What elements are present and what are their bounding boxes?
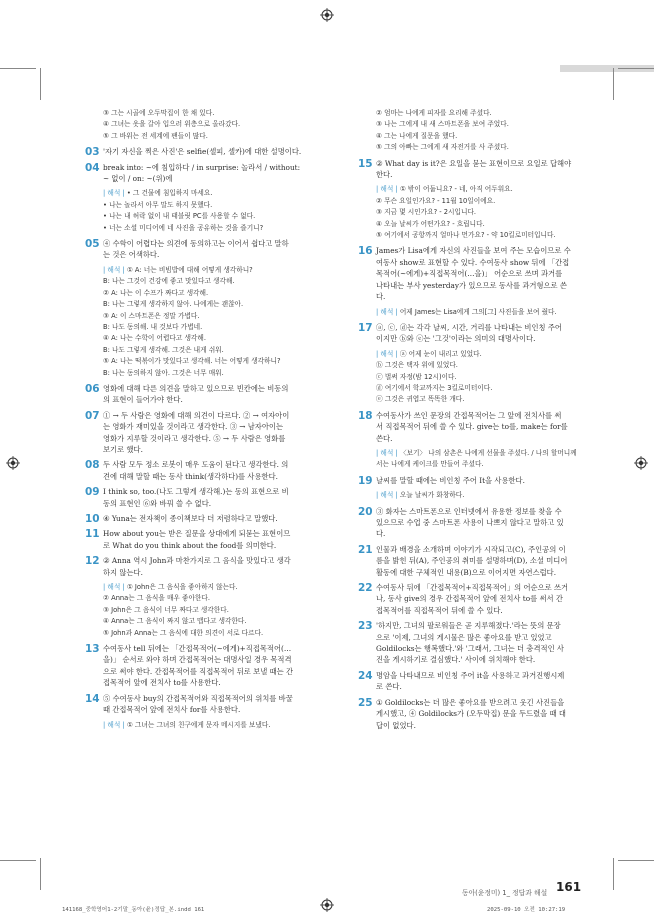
answer-line: 는 것은 어색하다.	[103, 250, 160, 260]
answer-item	[358, 410, 610, 444]
explanation-line: ④ 오늘 날씨가 어떤가요? - 흐립니다.	[376, 219, 485, 228]
answer-explanation	[358, 349, 610, 406]
explanation-line: | 해석 | 어제 James는 Lisa에게 그의[그] 사진들을 보여 줬다.	[376, 307, 557, 316]
answer-item	[358, 697, 610, 731]
question-number: 21	[358, 543, 373, 556]
answer-line: 명암을 나타내므로 비인칭 주어 it을 사용하고 과거진행시제	[376, 670, 565, 680]
answer-line: 견에 대해 말할 때는 동사 think(생각하다)를 사용한다.	[103, 471, 278, 481]
explanation-line: ③ A: 이 스마트폰은 정말 가볍다.	[103, 311, 200, 320]
explanation-line: | 해석 | ① A: 너는 비빔밥에 대해 어떻게 생각하니?	[103, 265, 253, 274]
answer-explanation	[358, 108, 610, 154]
question-number: 10	[85, 513, 100, 525]
answer-line: 으로 써야 한다. 간접목적어를 직접목적어 뒤로 보낼 때는 간	[103, 666, 294, 676]
spacer	[85, 731, 335, 735]
explanation-line: ⓑ 그것은 택자 위에 있었다.	[376, 361, 458, 370]
answer-item	[85, 693, 335, 716]
answer-line: 을)」 순서로 와야 하며 간접목적어는 대명사일 경우 목적격	[103, 655, 292, 665]
answer-line: 으로 '이제, 그녀의 게시물은 많은 좋아요를 받고 있었고	[376, 632, 552, 642]
answer-item	[85, 486, 335, 509]
crop-line	[40, 68, 41, 100]
answer-explanation	[85, 582, 335, 639]
answer-line: I think so, too.(나도 그렇게 생각해.)는 동의 표현으로 비	[103, 487, 289, 497]
answer-item	[358, 620, 610, 666]
answer-line: ~ 없이 / on: ~(위)에	[103, 174, 173, 184]
answer-line: 두 사람 모두 정소 로봇이 매우 도움이 된다고 생각한다. 의	[103, 460, 289, 470]
answer-line: 답이 없었다.	[376, 720, 416, 730]
question-number: 20	[358, 505, 373, 518]
explanation-line: ③ 나는 그에게 내 새 스마트폰을 보여 주었다.	[376, 120, 509, 129]
question-number: 12	[85, 555, 100, 568]
explanation-line: B: 나는 동의하지 않아. 그것은 너무 매워.	[103, 368, 224, 377]
answer-line: 수여동사 tell 뒤에는 「간접목적어(~에게)+직접목적어(…	[103, 644, 292, 654]
answer-line: 수여동사 뒤에 「간접목적어+직접목적어」의 어순으로 쓰거	[376, 583, 569, 593]
answer-line: 이지만 ⓑ와 ⓔ는 '그것'이라는 의미의 대명사이다.	[376, 334, 536, 344]
answer-line: 로 쓴다.	[376, 682, 402, 692]
answer-line: 때 간접목적어 앞에 전치사 for를 사용한다.	[103, 705, 241, 715]
explanation-line: 서는 나에게 케이크를 만들어 주셨다.	[376, 460, 484, 469]
answer-line: ② What day is it?은 요일을 묻는 표현이므로 요일로 답해야	[376, 158, 572, 168]
translation-tag: | 해석 |	[376, 307, 398, 316]
answer-explanation	[358, 184, 610, 241]
explanation-line: B: 나도 동의해. 내 것보다 가볍네.	[103, 322, 203, 331]
answer-line: 게시했고, ④ Goldilocks가 (오두막집) 문을 두드렸을 때 대	[376, 709, 566, 719]
answer-line: 접목적어 앞에 전치사 to를 사용한다.	[103, 678, 221, 688]
question-number: 14	[85, 692, 100, 705]
answer-explanation	[358, 307, 610, 318]
answer-line: 름을 밝힌 뒤(A), 주인공의 취미를 설명하며(D), 소셜 미디어	[376, 556, 568, 566]
question-number: 18	[358, 409, 373, 422]
answer-line: How about you는 받은 질문을 상대에게 되묻는 표현이므	[103, 529, 291, 539]
answer-line: 활동에 대한 구체적인 내용(B)으로 이어지면 자연스럽다.	[376, 567, 557, 577]
explanation-line: B: 나는 그것이 건강에 좋고 맛있다고 생각해.	[103, 277, 235, 286]
explanation-line: ② A: 나는 이 수프가 짜다고 생각해.	[103, 288, 209, 297]
crop-line	[618, 860, 654, 861]
left-column	[85, 108, 335, 735]
question-number: 23	[358, 620, 373, 633]
question-number: 15	[358, 157, 373, 170]
explanation-line: ⑤ 그의 아빠는 그에게 새 자전거를 사 주셨다.	[376, 143, 509, 152]
answer-line: 동의 표현인 ⑥와 바꿔 쓸 수 없다.	[103, 498, 212, 508]
question-number: 24	[358, 669, 373, 682]
explanation-line: ⓒ 벌써 자정(밤 12시)이다.	[376, 372, 457, 381]
translation-tag: | 해석 |	[376, 491, 398, 500]
answer-item	[85, 146, 335, 157]
explanation-line: ⓔ 그것은 귀엽고 똑똑한 개다.	[376, 395, 465, 404]
answer-line: 다.	[376, 292, 386, 302]
answer-explanation	[358, 490, 610, 501]
footer-book-title: 동아(윤정미) 1_ 정답과 해설	[462, 889, 548, 897]
answer-line: ⑤ 수여동사 buy의 간접목적어와 직접목적어의 위치를 바꿀	[103, 693, 293, 703]
explanation-line: | 해석 | ① 밖이 어둡니요? - 네, 아직 어두워요.	[376, 185, 513, 194]
answer-line: ② Anna 역시 John과 마찬가지로 그 음식을 맛있다고 생각	[103, 556, 291, 566]
explanation-line: ⑤ 그 바위는 전 세계에 팬들이 많다.	[103, 131, 208, 140]
explanation-line: | 해석 | 오늘 날씨가 화창하다.	[376, 491, 465, 500]
answer-item	[358, 544, 610, 578]
answer-line: 인물과 배경을 소개하며 이야기가 시작되고(C), 주인공의 이	[376, 544, 566, 554]
answer-item	[358, 475, 610, 486]
question-number: 16	[358, 245, 373, 258]
question-number: 06	[85, 382, 100, 395]
answer-item	[358, 582, 610, 616]
question-number: 04	[85, 161, 100, 174]
answer-line: 날씨를 말할 때에는 비인칭 주어 It을 사용한다.	[376, 475, 525, 485]
question-number: 17	[358, 321, 373, 334]
explanation-line: ② 엄마는 나에게 피자를 요리해 주셨다.	[376, 109, 492, 117]
translation-tag: | 해석 |	[103, 720, 125, 729]
answer-line: ⓐ, ⓒ, ⓓ는 각각 날씨, 시간, 거리를 나타내는 비인칭 주어	[376, 322, 562, 332]
explanation-line: • 나는 내 허락 없이 내 태블릿 PC를 사용할 수 없다.	[103, 212, 256, 221]
question-number: 25	[358, 696, 373, 709]
answer-item	[358, 322, 610, 345]
answer-line: 접목적어를 직접목적어 뒤에 쓸 수 있다.	[376, 605, 503, 615]
question-number: 13	[85, 643, 100, 656]
print-slug-timestamp: 2025-09-10 오전 10:27:19	[487, 907, 566, 913]
answer-line: 나타내는 부사 yesterday가 있으므로 동사를 과거형으로 쓴	[376, 280, 567, 290]
explanation-line: ③ John은 그 음식이 너무 짜다고 생각한다.	[103, 605, 229, 614]
registration-mark-bottom	[320, 898, 334, 912]
answer-item	[85, 383, 335, 406]
answer-line: 나, 동사 give의 경우 간접목적어 앞에 전치사 to를 써서 간	[376, 594, 563, 604]
explanation-line: • 나는 놀라서 아무 말도 하지 못했다.	[103, 200, 213, 209]
answer-item	[358, 245, 610, 302]
registration-mark-left	[6, 456, 20, 470]
answer-item	[85, 459, 335, 482]
answer-line: ① → 두 사람은 영화에 대해 의견이 다르다. ② → 여자아이	[103, 410, 290, 420]
answer-explanation	[85, 108, 335, 142]
crop-line	[40, 858, 41, 890]
answer-line: ④ Yuna는 전자책이 종이책보다 더 저렴하다고 말했다.	[103, 514, 278, 523]
answer-line: ④ 수학이 어렵다는 의견에 동의하고는 이어서 쉽다고 말하	[103, 239, 289, 249]
answer-item	[358, 670, 610, 693]
answer-item	[85, 162, 335, 185]
answer-line: 의 표현이 들어가야 한다.	[103, 395, 183, 405]
registration-mark-right	[634, 456, 648, 470]
question-number: 22	[358, 582, 373, 595]
question-number: 08	[85, 459, 100, 472]
answer-explanation	[85, 720, 335, 731]
question-number: 05	[85, 238, 100, 251]
crop-line	[613, 858, 614, 890]
translation-tag: | 해석 |	[376, 185, 398, 194]
crop-line	[613, 68, 614, 100]
explanation-line: ④ 그녀는 옷을 갈아 입으러 위층으로 올라갔다.	[103, 120, 241, 129]
answer-item	[358, 158, 610, 181]
print-slug-filename: 141168_중학영어1-2기말_동아(윤)정답_본.indd 161	[62, 907, 205, 913]
answer-line: 다.	[376, 529, 386, 539]
answer-line: ③ 화자는 스마트폰으로 인터넷에서 유용한 정보를 찾을 수	[376, 506, 562, 516]
explanation-line: ③ 지금 몇 시인가요? - 2시입니다.	[376, 208, 477, 217]
page-number: 161	[556, 880, 582, 894]
answer-line: ① Goldilocks는 더 많은 좋아요를 받으려고 웃긴 사진들을	[376, 697, 565, 707]
question-number: 19	[358, 474, 373, 487]
crop-line	[618, 68, 654, 69]
explanation-line: ③ 그는 시골에 오두막집이 한 채 있다.	[103, 109, 215, 117]
answer-explanation	[358, 448, 610, 471]
answer-line: 있으므로 수업 중 스마트폰 사용이 나쁘지 않다고 말하고 있	[376, 518, 564, 527]
answer-item	[85, 528, 335, 551]
question-number: 09	[85, 486, 100, 499]
answer-line: break into: ~에 침입하다 / in surprise: 놀라서 / without:	[103, 162, 301, 172]
translation-tag: | 해석 |	[376, 349, 398, 358]
explanation-line: ④ Anna는 그 음식이 짜지 않고 맵다고 생각한다.	[103, 617, 247, 626]
explanation-line: ④ A: 나는 수학이 어렵다고 생각해.	[103, 334, 206, 343]
explanation-line: ⑤ John과 Anna는 그 음식에 대한 의견이 서로 다르다.	[103, 628, 264, 637]
answer-line: '자기 자신을 찍은 사진'은 selfie(셀피, 셀카)에 대한 설명이다.	[103, 147, 302, 157]
explanation-line: B: 나는 그렇게 생각하지 않아. 나에게는 괜찮아.	[103, 300, 244, 309]
spacer	[358, 731, 610, 735]
answer-line: 영화가 지루할 것이라고 생각한다. ⑤ → 두 사람은 영화를	[103, 433, 286, 443]
crop-line	[0, 68, 36, 69]
question-number: 03	[85, 146, 100, 159]
explanation-line: | 해석 | 〈보기〉 나의 삼촌은 나에게 선물을 주셨다. / 나의 할머니께	[376, 448, 577, 457]
translation-tag: | 해석 |	[376, 448, 398, 457]
answer-line: 목적어(~에게)+직접목적어(…을)」 어순으로 쓰며 과거를	[376, 269, 563, 279]
answer-explanation	[85, 265, 335, 379]
translation-tag: | 해석 |	[103, 189, 125, 198]
right-column	[358, 108, 610, 735]
explanation-line: | 해석 | ① 그녀는 그녀의 친구에게 문자 메시지를 보냈다.	[103, 720, 271, 729]
answer-item	[85, 238, 335, 261]
explanation-line: | 해석 | • 그 건물에 침입하지 마세요.	[103, 189, 213, 198]
explanation-line: ② Anna는 그 음식을 매우 좋아한다.	[103, 594, 210, 603]
explanation-line: B: 나도 그렇게 생각해. 그것은 내게 쉬워.	[103, 345, 224, 354]
answer-line: 진을 게시하기로 결심했다.' 사이에 위치해야 한다.	[376, 655, 536, 665]
translation-tag: | 해석 |	[103, 583, 125, 592]
explanation-line: ④ 그는 나에게 질문을 했다.	[376, 131, 458, 140]
answer-line: 수여동사가 쓰인 문장의 간접목적어는 그 앞에 전치사를 써	[376, 410, 562, 420]
explanation-line: | 해석 | ⓐ 어제 눈이 내리고 있었다.	[376, 349, 482, 358]
answer-explanation	[85, 188, 335, 234]
translation-tag: | 해석 |	[103, 265, 125, 274]
explanation-line: ⑤ 여기에서 공항까지 얼마나 먼가요? - 약 10킬로미터입니다.	[376, 231, 556, 240]
answer-line: '하지만, 그녀의 팔로워들은 곧 지루해졌다.'라는 뜻의 문장	[376, 621, 561, 631]
answer-line: 영화에 대해 다른 의견을 말하고 있으므로 빈칸에는 비동의	[103, 383, 289, 393]
explanation-line: | 해석 | ① John은 그 음식을 좋아하지 않는다.	[103, 583, 238, 592]
answer-line: 보기로 했다.	[103, 444, 143, 454]
answer-item	[358, 506, 610, 540]
answer-line: 여동사 show로 표현할 수 있다. 수여동사 show 뒤에 「간접	[376, 257, 570, 267]
answer-item	[85, 513, 335, 524]
answer-line: 서 직접목적어 뒤에 쓸 수 있다. give는 to를, make는 for를	[376, 422, 568, 432]
answer-item	[85, 643, 335, 689]
explanation-line: ⑤ A: 나는 떡볶이가 맛있다고 생각해. 너는 어떻게 생각하니?	[103, 357, 281, 366]
question-number: 11	[85, 528, 100, 541]
answer-line: James가 Lisa에게 자신의 사진들을 보여 주는 모습이므로 수	[376, 246, 571, 256]
crop-line	[0, 860, 36, 861]
registration-mark-top	[320, 8, 334, 22]
answer-item	[85, 410, 335, 456]
explanation-line: ② 무슨 요일인가요? - 11월 10일이에요.	[376, 196, 496, 205]
explanation-line: • 너는 소셜 미디어에 네 사진을 공유하는 것을 즐기니?	[103, 223, 264, 232]
answer-line: 한다.	[376, 170, 393, 180]
answer-line: 하지 않는다.	[103, 567, 143, 577]
answer-line: 로 What do you think about the food를 의미한다.	[103, 540, 277, 550]
answer-line: 는 영화가 재미있을 것이라고 생각한다. ③ → 남자아이는	[103, 422, 283, 432]
question-number: 07	[85, 409, 100, 422]
answer-line: Goldilocks는 행복했다.'와 '그래서, 그녀는 더 충격적인 사	[376, 644, 564, 654]
explanation-line: ⓓ 여기에서 학교까지는 3킬로미터이다.	[376, 383, 493, 392]
answer-line: 쓴다.	[376, 433, 393, 443]
answer-item	[85, 555, 335, 578]
